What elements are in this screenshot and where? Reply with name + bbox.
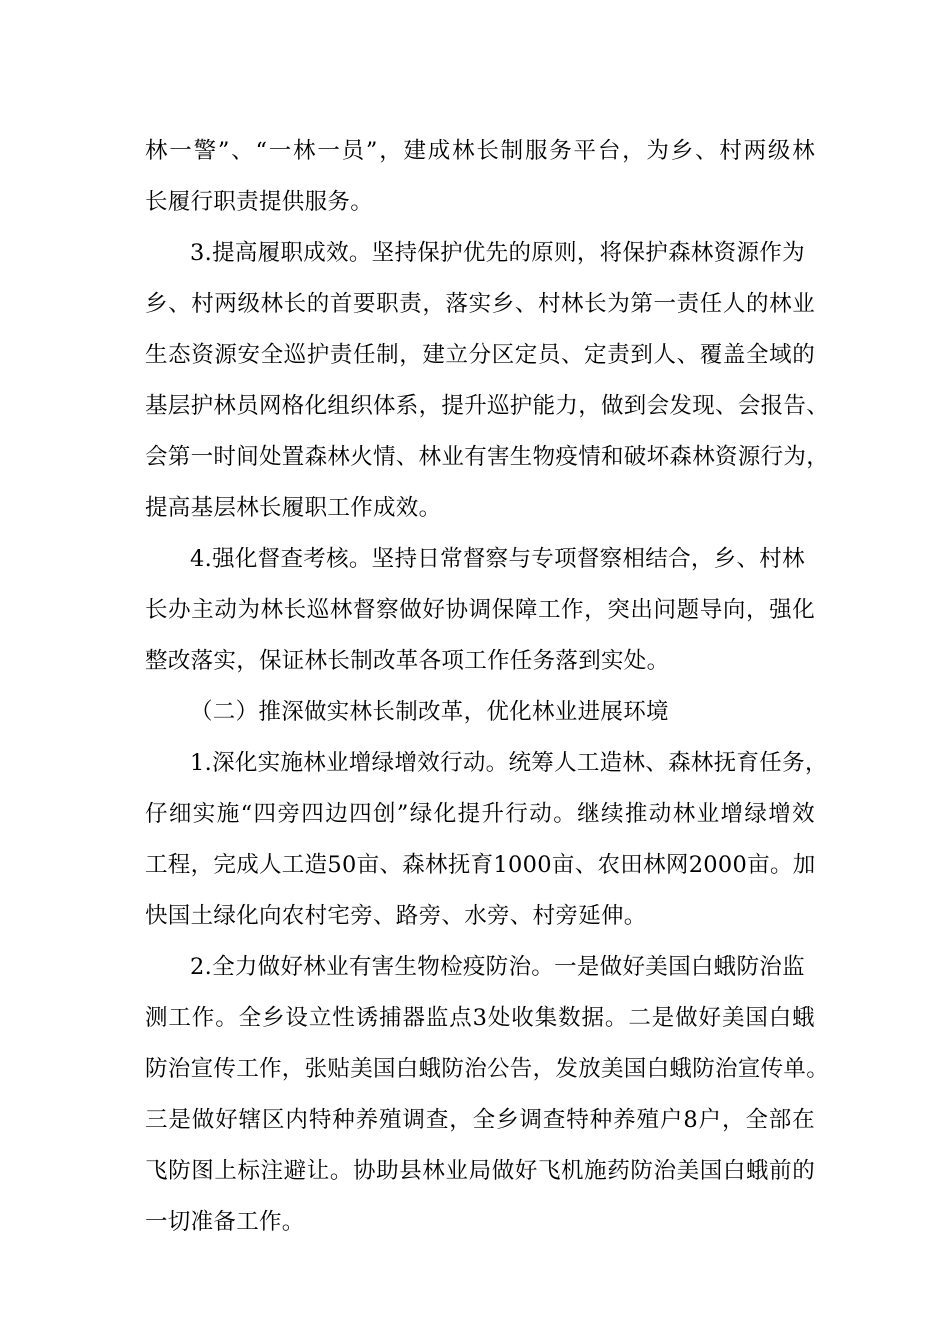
section-heading: （二）推深做实林长制改革，优化林业进展环境 [190,699,669,725]
text-line: 会第一时间处置森林火情、林业有害生物疫情和破坏森林资源行为， [145,444,830,470]
text-line: 一切准备工作。 [145,1209,305,1235]
text-line: 生态资源安全巡护责任制，建立分区定员、定责到人、覆盖全域的 [145,342,815,368]
text-line: 长办主动为林长巡林督察做好协调保障工作，突出问题导向，强化 [145,597,815,623]
text-line: 工程，完成人工造50亩、森林抚育1000亩、农田林网2000亩。加 [145,852,816,878]
text-line: 长履行职责提供服务。 [145,189,374,215]
text-line: 测工作。全乡设立性诱捕器监点3处收集数据。二是做好美国白蛾 [145,1005,815,1031]
text-line: 三是做好辖区内特种养殖调查，全乡调查特种养殖户8户，全部在 [145,1107,815,1133]
text-line: 林一警”、“一林一员”，建成林长制服务平台，为乡、村两级林 [145,138,815,164]
text-line: 基层护林员网格化组织体系，提升巡护能力，做到会发现、会报告、 [145,393,830,419]
paragraph-heading-line: 4.强化督查考核。坚持日常督察与专项督察相结合，乡、村林 [190,546,805,572]
text-line: 整改落实，保证林长制改革各项工作任务落到实处。 [145,648,670,674]
paragraph-heading-line: 1.深化实施林业增绿增效行动。统筹人工造林、森林抚育任务， [190,750,828,776]
text-line: 仔细实施“四旁四边四创”绿化提升行动。继续推动林业增绿增效 [145,801,815,827]
text-line: 提高基层林长履职工作成效。 [145,495,442,521]
text-line: 防治宣传工作，张贴美国白蛾防治公告，发放美国白蛾防治宣传单。 [145,1056,830,1082]
paragraph-heading-line: 2.全力做好林业有害生物检疫防治。一是做好美国白蛾防治监 [190,954,805,980]
text-line: 快国土绿化向农村宅旁、路旁、水旁、村旁延伸。 [145,903,647,929]
text-line: 乡、村两级林长的首要职责，落实乡、村林长为第一责任人的林业 [145,291,815,317]
paragraph-heading-line: 3.提高履职成效。坚持保护优先的原则，将保护森林资源作为 [190,240,805,266]
text-line: 飞防图上标注避让。协助县林业局做好飞机施药防治美国白蛾前的 [145,1158,815,1184]
